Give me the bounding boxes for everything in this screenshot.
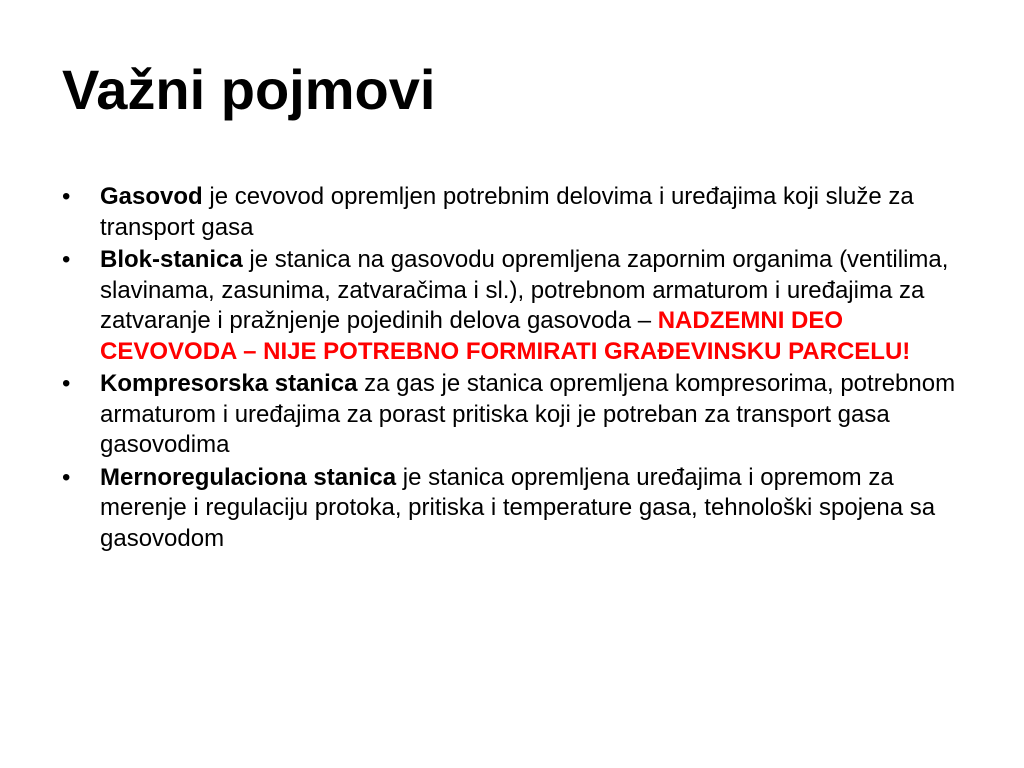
bullet-item-blok-stanica (62, 245, 967, 367)
bullet-icon: • (62, 183, 71, 210)
bullet-icon: • (62, 370, 71, 397)
definition-mernoregulaciona-stanica: je stanica opremljena uređajima i opremom za merenje i regulaciju protoka, pritiska i temperature gasa, tehnološki spojena sa gasovodom (100, 463, 936, 552)
bullet-item-kompresorska-stanica (62, 369, 967, 461)
term-gasovod: Gasovod (100, 183, 203, 210)
term-blok-stanica: Blok-stanica (100, 246, 243, 273)
term-mernoregulaciona-stanica: Mernoregulaciona stanica (100, 463, 397, 491)
bullet-icon: • (62, 246, 71, 273)
bullet-list (62, 182, 967, 556)
definition-gasovod: je cevovod opremljen potrebnim delovima i uređajima koji služe za transport gasa (100, 183, 914, 241)
term-kompresorska-stanica: Kompresorska stanica (100, 370, 358, 397)
bullet-icon: • (62, 463, 71, 491)
bullet-item-mernoregulaciona-stanica (62, 463, 967, 555)
definition-blok-stanica: je stanica na gasovodu opremljena zapornim organima (ventilima, slavinama, zasunima, zatvaračima i sl.), potrebnom armaturom i uređajima za zatvaranje i pražnjenje pojedinih delova gasovoda – (100, 246, 949, 334)
slide-title: Važni pojmovi (62, 58, 436, 121)
bullet-item-gasovod (62, 182, 967, 243)
warning-highlight: NADZEMNI DEO CEVOVODA – NIJE POTREBNO FORMIRATI GRAĐEVINSKU PARCELU! (100, 307, 911, 365)
definition-kompresorska-stanica: za gas je stanica opremljena kompresorima, potrebnom armaturom i uređajima za porast pritiska koji je potreban za transport gasa gasovodima (100, 370, 956, 458)
